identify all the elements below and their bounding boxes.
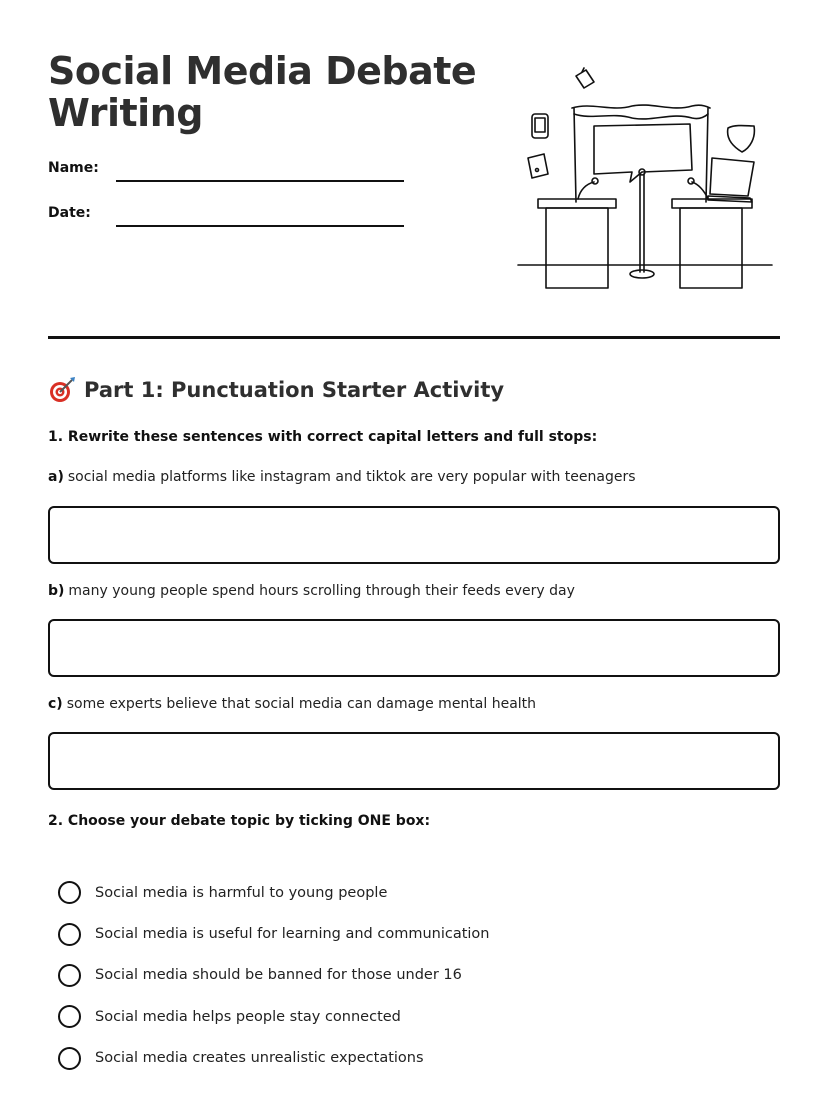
part1-heading-text: Part 1: Punctuation Starter Activity [84,378,505,402]
topic-option[interactable] [58,913,758,954]
section-divider [48,336,780,339]
answer-box-c[interactable] [48,732,780,790]
topic-options [58,872,758,1079]
radio-button[interactable] [58,881,81,904]
radio-button[interactable] [58,964,81,987]
option-label: Social media is useful for learning and communication [95,926,490,943]
answer-box-b[interactable] [48,619,780,677]
date-field[interactable] [116,225,404,227]
sentence-letter: c) [48,696,63,712]
part1-heading [48,374,504,406]
date-label: Date: [48,205,91,221]
topic-option[interactable] [58,872,758,913]
sentence-c [48,696,536,712]
radio-button[interactable] [58,1005,81,1028]
page-title: Social Media Debate Writing [48,49,477,135]
option-label: Social media helps people stay connected [95,1008,401,1025]
topic-option[interactable] [58,955,758,996]
option-label: Social media creates unrealistic expectations [95,1050,424,1067]
sentence-a [48,469,636,485]
radio-button[interactable] [58,1047,81,1070]
topic-option[interactable] [58,996,758,1037]
target-dart-icon [48,376,76,404]
sentence-text: many young people spend hours scrolling through their feeds every day [68,583,575,599]
option-label: Social media should be banned for those under 16 [95,967,462,984]
name-label: Name: [48,160,99,176]
question-1: 1. Rewrite these sentences with correct capital letters and full stops: [48,429,598,445]
sentence-text: social media platforms like instagram and tiktok are very popular with teenagers [67,469,636,485]
sentence-text: some experts believe that social media can damage mental health [66,696,537,712]
sentence-letter: b) [48,583,65,599]
option-label: Social media is harmful to young people [95,884,388,901]
topic-option[interactable] [58,1038,758,1079]
answer-box-a[interactable] [48,506,780,564]
sentence-letter: a) [48,469,64,485]
question-2: 2. Choose your debate topic by ticking ONE box: [48,813,431,829]
name-field[interactable] [116,180,404,182]
debate-stage-illustration [512,62,776,294]
sentence-b [48,583,575,599]
radio-button[interactable] [58,923,81,946]
